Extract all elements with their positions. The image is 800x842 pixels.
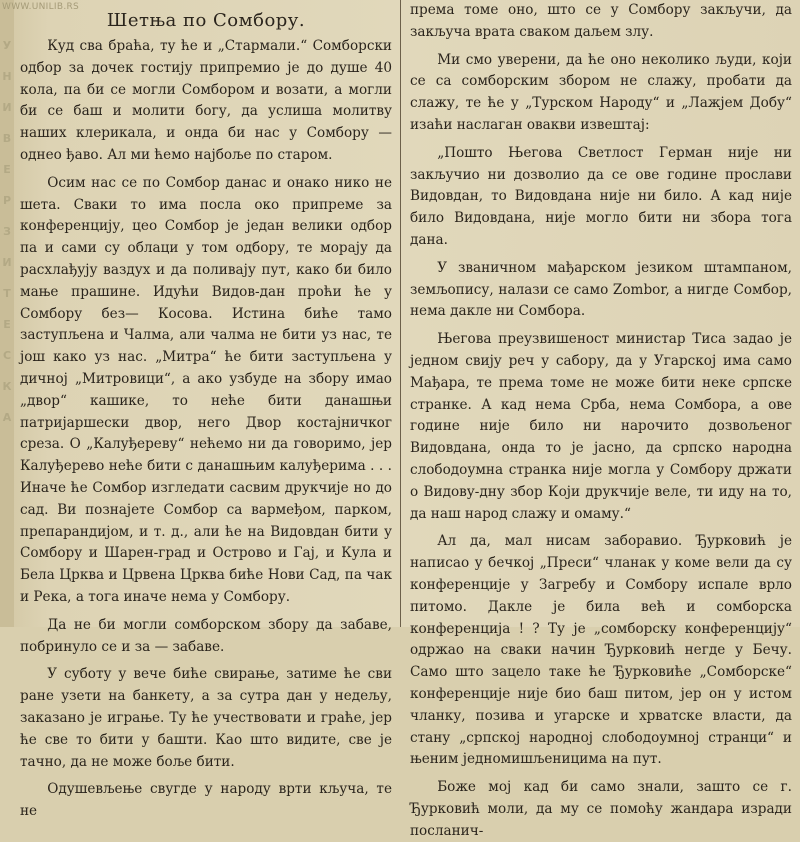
watermark-letter: Р <box>2 194 12 207</box>
paragraph: „Пошто Његова Светлост Герман није ни закључио ни дозволио да се ове године прослави Видовдан, то Видовдана није ни било. А кад није било Видовдана, није могло бити ни збора тога дана. <box>410 144 792 248</box>
paragraph: Осим нас се по Сомбор данас и онако нико не шета. Свaки то има посла око припреме за конференцију, цео Сомбор је један велики одбор па и сами су облаци у том одбору, те морају да расхлађују ваздух и да поливају пут, како би било мање прашине. Идући Видов-дан проћи ће у Сомбору без— Косова. Истина биће тамо заступљена и Чалма, али чалма не бити уз нас, те још како уз нас. „Митра“ ће бити заступљена у дичној „Митровици“, а ако узбуде на збору имао „двор“ кашике, то неће бити данашњи патријаршески двор, него Двор костајничког среза. О „Калуђереву“ нећемо ни да говоримо, јер Калуђерево неће бити с данашњим калуђерима . . . Иначе ће Сомбор изгледати сасвим друкчије но до сад. Ви познајете Сомбор са вармеђом, парком, препарандијом, и т. д., али ће на Видовдан бити у Сомбору и Шарен-град и Острово и Гај, и Кула и Бела Црква и Црвена Црква биће Нови Сад, па чак и Река, а тога иначе нема у Сомбору. <box>20 174 392 605</box>
paragraph: Куд сва браћа, ту ће и „Стармали.“ Сомборски одбор за дочек гостију припремио је до душе 40 кола, па би се могли Сомбором и возати, а могли би се баш и молити богу, да услиша молитву наших клерикала, и онда би нас у Сомбору — однео ђаво. Ал ми ћемо најбоље по старом. <box>20 38 392 163</box>
watermark-letter: С <box>2 349 12 362</box>
article-title: Шетња по Сомбору. <box>106 10 306 31</box>
watermark-url: WWW.UNILIB.RS <box>2 2 80 12</box>
watermark-letter: У <box>2 39 12 52</box>
column-divider <box>400 0 401 627</box>
left-column <box>20 0 392 820</box>
paragraph: Ал да, мал нисам заборавио. Ђурковић је написао у бечкој „Преси“ чланак у коме вели да су конференције у Загребу и Сомбору испале врло питомо. Дакле је била већ и сомборска конференција ! ? Ту је „сомборску конференцију“ одржао на сваки начин Ђурковић негде у Бечу. Само што зацело таке ће Ђурковиће „Сомборске“ конференције није био баш питом, јер он у истом чланку, позива и угарске и хрватске власти, да стану „српској народној слободоумној странци“ и њеним једномишљеницима на пут. <box>410 533 792 768</box>
paragraph: Његова преузвишеност министар Тиса задао је једном свију реч у сабору, да у Угарској има само Мађара, те према томе не може бити неке српске странке. А кад нема Срба, нема Сомбора, а ове године није било ни нарочито дозвољеног Видовдана, онда то је јасно, да српско народна слободоумна странка није могла у Сомбору држати о Видову-дну збор Који друкчије веле, ти иду на то, да наш народ слажу и омаму.“ <box>410 331 792 522</box>
paragraph: Ми смо уверени, да ће оно неколико људи, који се са сомборским збором не слажу, пробати да слажу, те ће у „Турском Народу“ и „Лажјем Добу“ изаћи наслаган овакви извештај: <box>410 51 792 133</box>
watermark-letter: В <box>2 132 12 145</box>
watermark-letter: Т <box>3 287 11 300</box>
paragraph: Да не би могли сомборском збору да забаве, побринуло се и за — забаве. <box>20 616 392 655</box>
paragraph: према томе оно, што се у Сомбору закључи, да закључа врата сваком даљем злу. <box>410 2 792 40</box>
watermark-letter: И <box>2 256 12 269</box>
watermark-letter: К <box>2 380 12 393</box>
paragraph: У званичном мађарском језиком штампаном, земљопису, налази се само Zombor, а нигде Сомбор, нема дакле ни Сомбора. <box>410 259 792 320</box>
paragraph: У суботу у вече биће свирање, затиме ће сви ране узети на банкету, а за сутра дан у недељу, заказано је играње. Ту ће учествовати и граће, јер ће све то бити у башти. Као што видите, све је тачно, да не може боље бити. <box>20 666 392 770</box>
paragraph: Боже мој кад би само знали, зашто се г. Ђурковић моли, да му се помоћу жандара изради посланич- <box>410 779 792 839</box>
watermark-letter: А <box>2 411 12 424</box>
watermark-letter: Н <box>2 70 12 83</box>
paragraph: Одушевљење свугде у народу врти кључа, те не <box>20 781 392 820</box>
watermark-side-text <box>1 30 13 433</box>
watermark-letter: Е <box>3 318 11 331</box>
watermark-letter: З <box>3 225 11 238</box>
watermark-letter: И <box>2 101 12 114</box>
right-column <box>410 0 792 839</box>
watermark-letter: Е <box>3 163 11 176</box>
